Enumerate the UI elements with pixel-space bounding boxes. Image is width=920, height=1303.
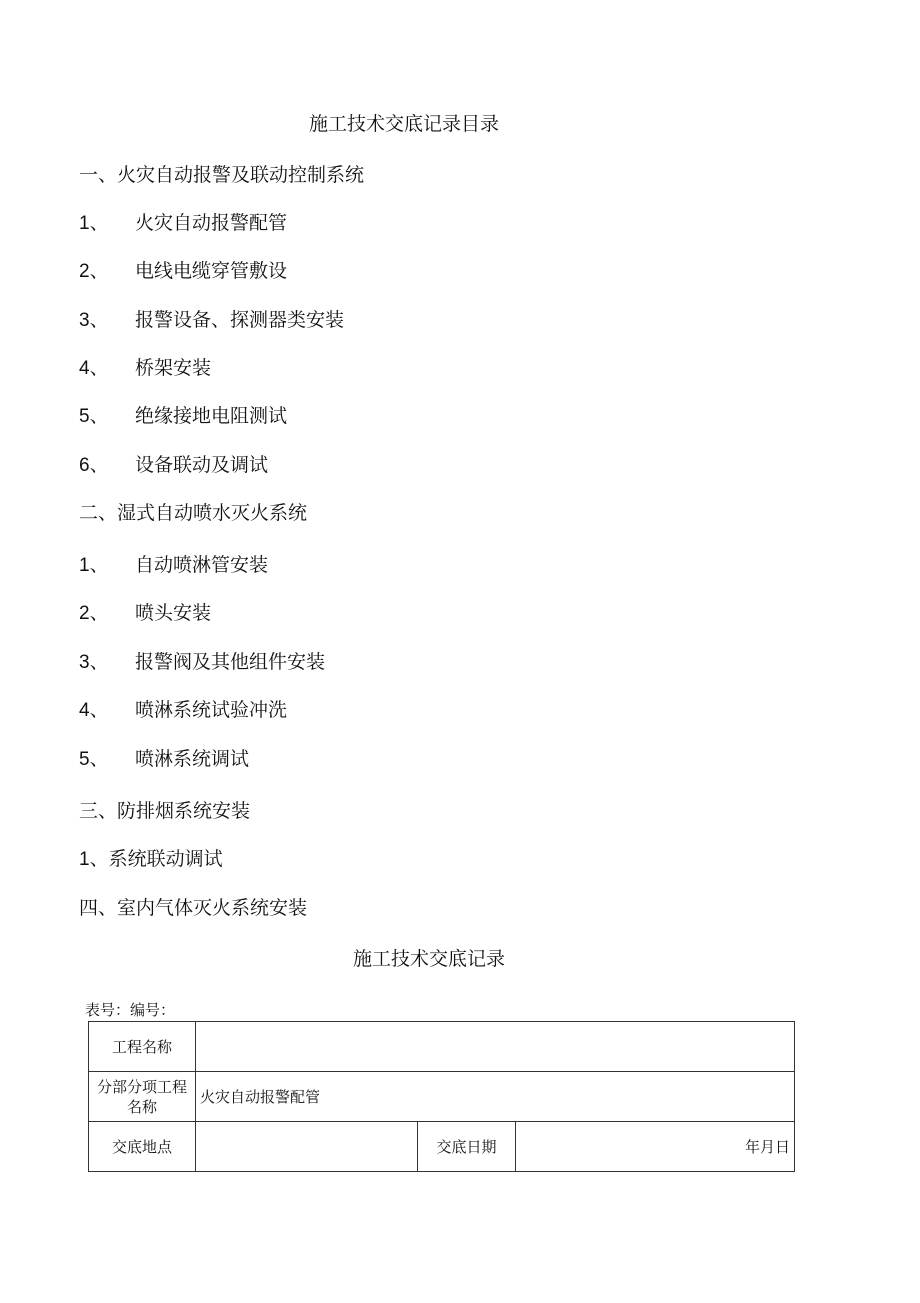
toc-item xyxy=(79,600,211,627)
toc-item-number: 6、 xyxy=(79,455,109,476)
toc-item xyxy=(79,452,268,479)
record-title: 施工技术交底记录 xyxy=(352,948,505,970)
toc-item-number: 5、 xyxy=(79,406,109,427)
toc-item-text: 电线电缆穿管敷设 xyxy=(135,260,288,282)
toc-item xyxy=(79,746,249,773)
toc-item-number: 1、 xyxy=(79,849,109,870)
toc-item-number: 5、 xyxy=(79,749,109,770)
toc-item-number: 4、 xyxy=(79,700,109,721)
toc-item-text: 喷淋系统试验冲洗 xyxy=(135,699,288,721)
toc-title: 施工技术交底记录目录 xyxy=(308,113,499,135)
toc-item xyxy=(79,403,287,430)
toc-item-text: 桥架安装 xyxy=(135,357,212,379)
toc-item-text: 喷淋系统调试 xyxy=(135,748,250,770)
toc-item xyxy=(79,846,223,873)
toc-item-number: 1、 xyxy=(79,555,109,576)
toc-section-heading: 二、湿式自动喷水灭火系统 xyxy=(79,502,308,524)
toc-item-number: 4、 xyxy=(79,358,109,379)
subproject-label-line2: 名称 xyxy=(126,1097,157,1116)
toc-section-heading: 四、室内气体灭火系统安装 xyxy=(79,897,308,919)
subproject-label xyxy=(89,1072,196,1122)
location-label: 交底地点 xyxy=(89,1122,196,1172)
toc-item xyxy=(79,697,287,724)
toc-item xyxy=(79,307,344,334)
table-row xyxy=(89,1022,795,1072)
subproject-label-line1: 分部分项工程 xyxy=(96,1077,187,1096)
toc-item-text: 绝缘接地电阻测试 xyxy=(135,405,288,427)
toc-item xyxy=(79,552,268,579)
toc-item-text: 火灾自动报警配管 xyxy=(135,212,288,234)
location-field[interactable] xyxy=(196,1122,418,1172)
toc-item-text: 自动喷淋管安装 xyxy=(135,554,269,576)
toc-item-number: 2、 xyxy=(79,603,109,624)
record-table xyxy=(88,1021,795,1172)
toc-item-text: 报警设备、探测器类安装 xyxy=(135,309,345,331)
toc-item-number: 3、 xyxy=(79,310,109,331)
toc-item-number: 1、 xyxy=(79,213,109,234)
table-row xyxy=(89,1072,795,1122)
table-row xyxy=(89,1122,795,1172)
date-label: 交底日期 xyxy=(418,1122,516,1172)
project-name-field[interactable] xyxy=(196,1022,795,1072)
toc-item-number: 2、 xyxy=(79,261,109,282)
form-number-line: 表号：编号： xyxy=(85,1001,176,1019)
toc-item xyxy=(79,258,287,285)
toc-item-text: 系统联动调试 xyxy=(108,848,223,870)
toc-item xyxy=(79,649,325,676)
toc-item-text: 喷头安装 xyxy=(135,602,212,624)
project-name-label: 工程名称 xyxy=(89,1022,196,1072)
subproject-field[interactable]: 火灾自动报警配管 xyxy=(196,1072,795,1122)
toc-section-heading: 三、防排烟系统安装 xyxy=(79,800,251,822)
toc-section-heading: 一、火灾自动报警及联动控制系统 xyxy=(79,164,365,186)
toc-item xyxy=(79,210,287,237)
toc-item-text: 设备联动及调试 xyxy=(135,454,269,476)
toc-item xyxy=(79,355,211,382)
toc-item-number: 3、 xyxy=(79,652,109,673)
toc-item-text: 报警阀及其他组件安装 xyxy=(135,651,326,673)
date-field[interactable]: 年月日 xyxy=(516,1122,795,1172)
